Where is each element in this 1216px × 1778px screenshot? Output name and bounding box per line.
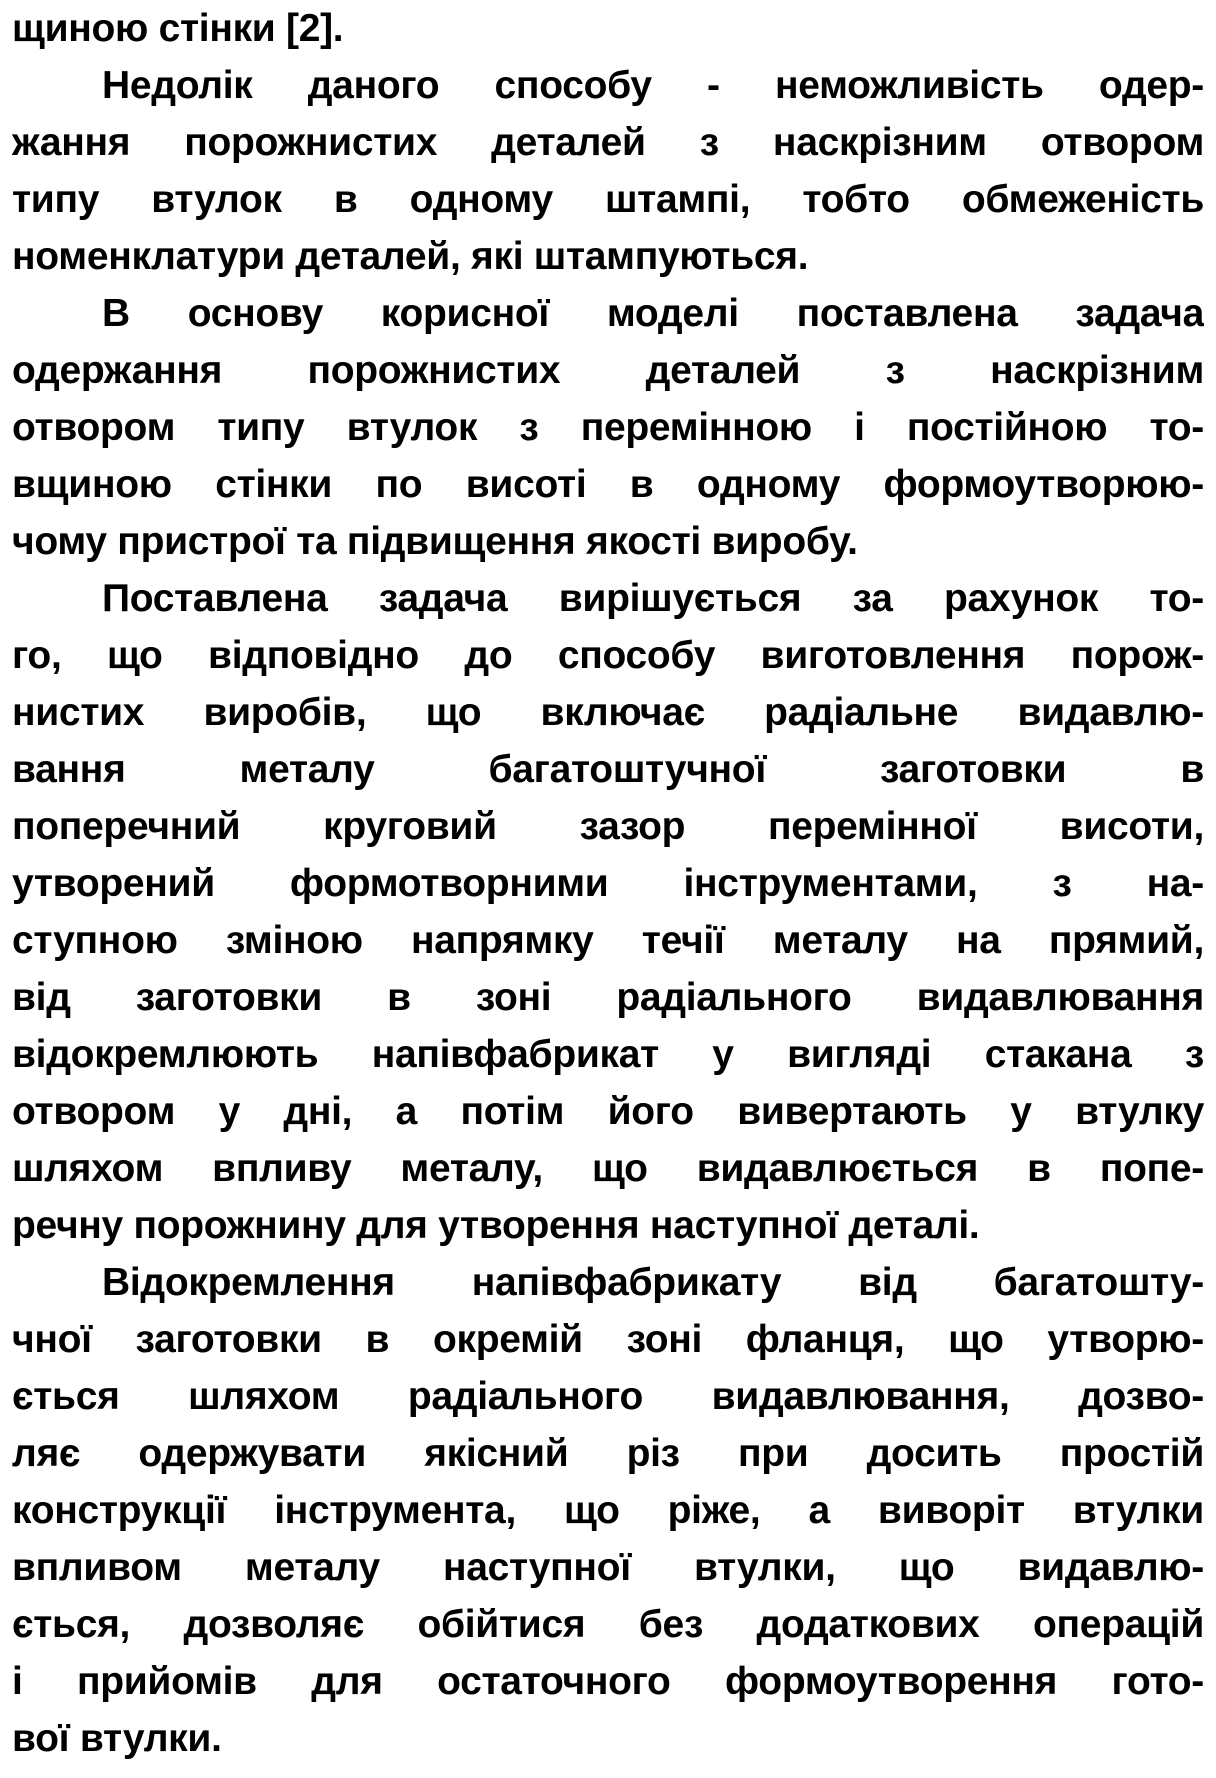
text-line: чому пристрої та підвищення якості виробу. (12, 520, 858, 563)
text-line: від заготовки в зоні радіального видавлювання (12, 976, 1204, 1019)
text-line: нистих виробів, що включає радіальне видавлю- (12, 691, 1204, 734)
text-line: го, що відповідно до способу виготовлення порож- (12, 634, 1204, 677)
text-line: номенклатури деталей, які штампуються. (12, 235, 809, 278)
text-line: речну порожнину для утворення наступної деталі. (12, 1204, 980, 1247)
text-line: ляє одержувати якісний різ при досить простій (12, 1432, 1204, 1475)
text-line: шляхом впливу металу, що видавлюється в попе- (12, 1147, 1204, 1190)
text-line: вщиною стінки по висоті в одному формоутворюю- (12, 463, 1204, 506)
text-line: ступною зміною напрямку течії металу на прямий, (12, 919, 1204, 962)
text-line: і прийомів для остаточного формоутворення гото- (12, 1660, 1204, 1703)
text-line: Поставлена задача вирішується за рахунок то- (102, 577, 1204, 620)
text-line: відокремлюють напівфабрикат у вигляді стакана з (12, 1033, 1204, 1076)
text-line: отвором типу втулок з перемінною і постійною то- (12, 406, 1204, 449)
text-line: впливом металу наступної втулки, що видавлю- (12, 1546, 1204, 1589)
text-line: щиною стінки [2]. (12, 7, 344, 50)
text-line: типу втулок в одному штампі, тобто обмеженість (12, 178, 1204, 221)
document-text-body (12, 0, 1204, 1767)
text-line: утворений формотворними інструментами, з на- (12, 862, 1204, 905)
text-line: чної заготовки в окремій зоні фланця, що утворю- (12, 1318, 1204, 1361)
text-line: вання металу багатоштучної заготовки в (12, 748, 1204, 791)
text-line: отвором у дні, а потім його вивертають у втулку (12, 1090, 1204, 1133)
text-line: ється, дозволяє обійтися без додаткових операцій (12, 1603, 1204, 1646)
text-line: ється шляхом радіального видавлювання, дозво- (12, 1375, 1204, 1418)
text-line: Недолік даного способу - неможливість одер- (102, 64, 1204, 107)
text-line: Відокремлення напівфабрикату від багатошту- (102, 1261, 1204, 1304)
document-page (12, 0, 1204, 1767)
text-line: конструкції інструмента, що ріже, а виворіт втулки (12, 1489, 1204, 1532)
text-line: вої втулки. (12, 1717, 222, 1760)
text-line: жання порожнистих деталей з наскрізним отвором (12, 121, 1204, 164)
text-line: поперечний круговий зазор перемінної висоти, (12, 805, 1204, 848)
text-line: В основу корисної моделі поставлена задача (102, 292, 1204, 335)
text-line: одержання порожнистих деталей з наскрізним (12, 349, 1204, 392)
